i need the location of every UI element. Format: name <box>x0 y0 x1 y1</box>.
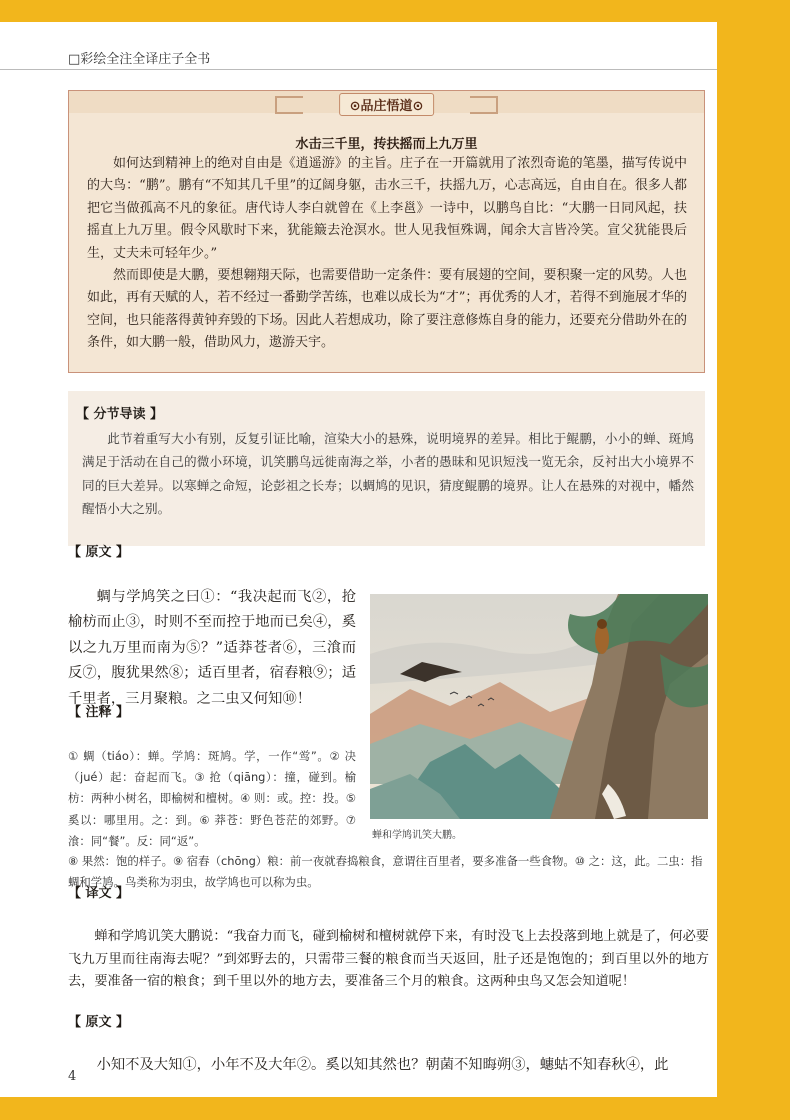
section-guide-box <box>68 391 705 546</box>
translation-label: 【 译文 】 <box>68 886 130 901</box>
ornament-right-icon <box>470 96 498 114</box>
notes-text-wide: ⑧ 果然：饱的样子。⑨ 宿舂（chōng）粮：前一夜就舂捣粮食，意谓往百里者，要多准备一些食物。⑩ 之：这，此。二虫：指蜩和学鸠。鸟类称为羽虫，故学鸠也可以称为虫。 <box>68 854 703 890</box>
original-text-label: 【 原文 】 <box>68 545 130 560</box>
book-title: □彩绘全注全译庄子全书 <box>68 52 211 67</box>
header-divider <box>0 69 717 70</box>
original-text-1 <box>68 585 356 712</box>
guide-body <box>82 427 694 520</box>
original-text-label-2: 【 原文 】 <box>68 1015 130 1030</box>
page-number: 4 <box>68 1069 77 1084</box>
notes-text-narrow: ① 蜩（tiáo）：蝉。学鸠：斑鸠。学，一作“鸴”。② 决（jué）起：奋起而飞。③ 抢（qiāng）：撞，碰到。榆枋：两种小树名，即榆树和檀树。④ 则：或。控：投。⑤ 奚以：哪里用。之：到。⑥ 莽苍：野色苍茫的郊野。⑦ 湌：同“餐”。反：同“返”。 <box>68 749 356 848</box>
pinzhuang-box <box>68 90 705 373</box>
pinzhuang-heading: 水击三千里，抟扶摇而上九万里 <box>295 137 478 152</box>
ornament-left-icon <box>275 96 303 114</box>
original-text-paragraph: 蜩与学鸠笑之曰①：“我决起而飞②，抢榆枋而止③，时则不至而控于地而已矣④，奚以之九万里而南为⑤？”适莽苍者⑥，三湌而反⑦，腹犹果然⑧；适百里者，宿舂粮⑨；适千里者，三月聚粮。之二虫又何知⑩！ <box>68 589 356 707</box>
pinzhuang-body <box>87 153 687 355</box>
illustration <box>370 594 708 819</box>
illustration-caption: 蝉和学鸠讥笑大鹏。 <box>372 830 462 841</box>
translation-text <box>68 926 709 994</box>
original-text-paragraph-2: 小知不及大知①，小年不及大年②。奚以知其然也？朝菌不知晦朔③，蟪蛄不知春秋④，此 <box>96 1057 669 1073</box>
book-page <box>0 22 717 1097</box>
guide-paragraph: 此节着重写大小有别，反复引证比喻，渲染大小的悬殊，说明境界的差异。相比于鲲鹏，小小的蝉、斑鸠满足于活动在自己的微小环境，讥笑鹏鸟远徙南海之举，小者的愚昧和见识短浅一览无余，反衬出大小境界不同的巨大差异。以寒蝉之命短，论彭祖之长寿；以蜩鸠的见识，猜度鲲鹏的境界。让人在悬殊的对视中，幡然醒悟小大之别。 <box>82 431 694 516</box>
translation-paragraph: 蝉和学鸠讥笑大鹏说：“我奋力而飞，碰到榆树和檀树就停下来，有时没飞上去投落到地上就是了，何必要飞九万里而往南海去呢？”到郊野去的，只需带三餐的粮食而当天返回，肚子还是饱饱的；到百里以外的地方去，要准备一宿的粮食；到千里以外的地方去，要准备三个月的粮食。这两种虫鸟又怎会知道呢！ <box>68 929 709 990</box>
original-text-2 <box>68 1054 709 1076</box>
notes-label: 【 注释 】 <box>68 705 130 720</box>
pinzhuang-paragraph: 然而即使是大鹏，要想翱翔天际，也需要借助一定条件：要有展翅的空间，要积聚一定的风势。人也如此，再有天赋的人，若不经过一番勤学苦练，也难以成长为“才”；再优秀的人才，若得不到施展才华的空间，也只能落得黄钟弃毁的下场。因此人若想成功，除了要注意修炼自身的能力，还要充分借助外在的条件，如大鹏一般，借助风力，遨游天宇。 <box>87 268 687 351</box>
guide-title: 【 分节导读 】 <box>76 407 164 422</box>
pinzhuang-label: ⊙品庄悟道⊙ <box>339 93 435 116</box>
pinzhuang-paragraph: 如何达到精神上的绝对自由是《逍遥游》的主旨。庄子在一开篇就用了浓烈奇诡的笔墨，描写传说中的大鸟：“鹏”。鹏有“不知其几千里”的辽阔身躯，击水三千，扶摇九万，心志高远，自由自在。很多人都把它当做孤高不凡的象征。唐代诗人李白就曾在《上李邕》一诗中，以鹏鸟自比：“大鹏一日同风起，扶摇直上九万里。假令风歇时下来，犹能簸去沧溟水。世人见我恒殊调，闻余大言皆冷笑。宣父犹能畏后生，丈夫未可轻年少。” <box>87 156 687 261</box>
illustration-painting <box>370 594 708 819</box>
